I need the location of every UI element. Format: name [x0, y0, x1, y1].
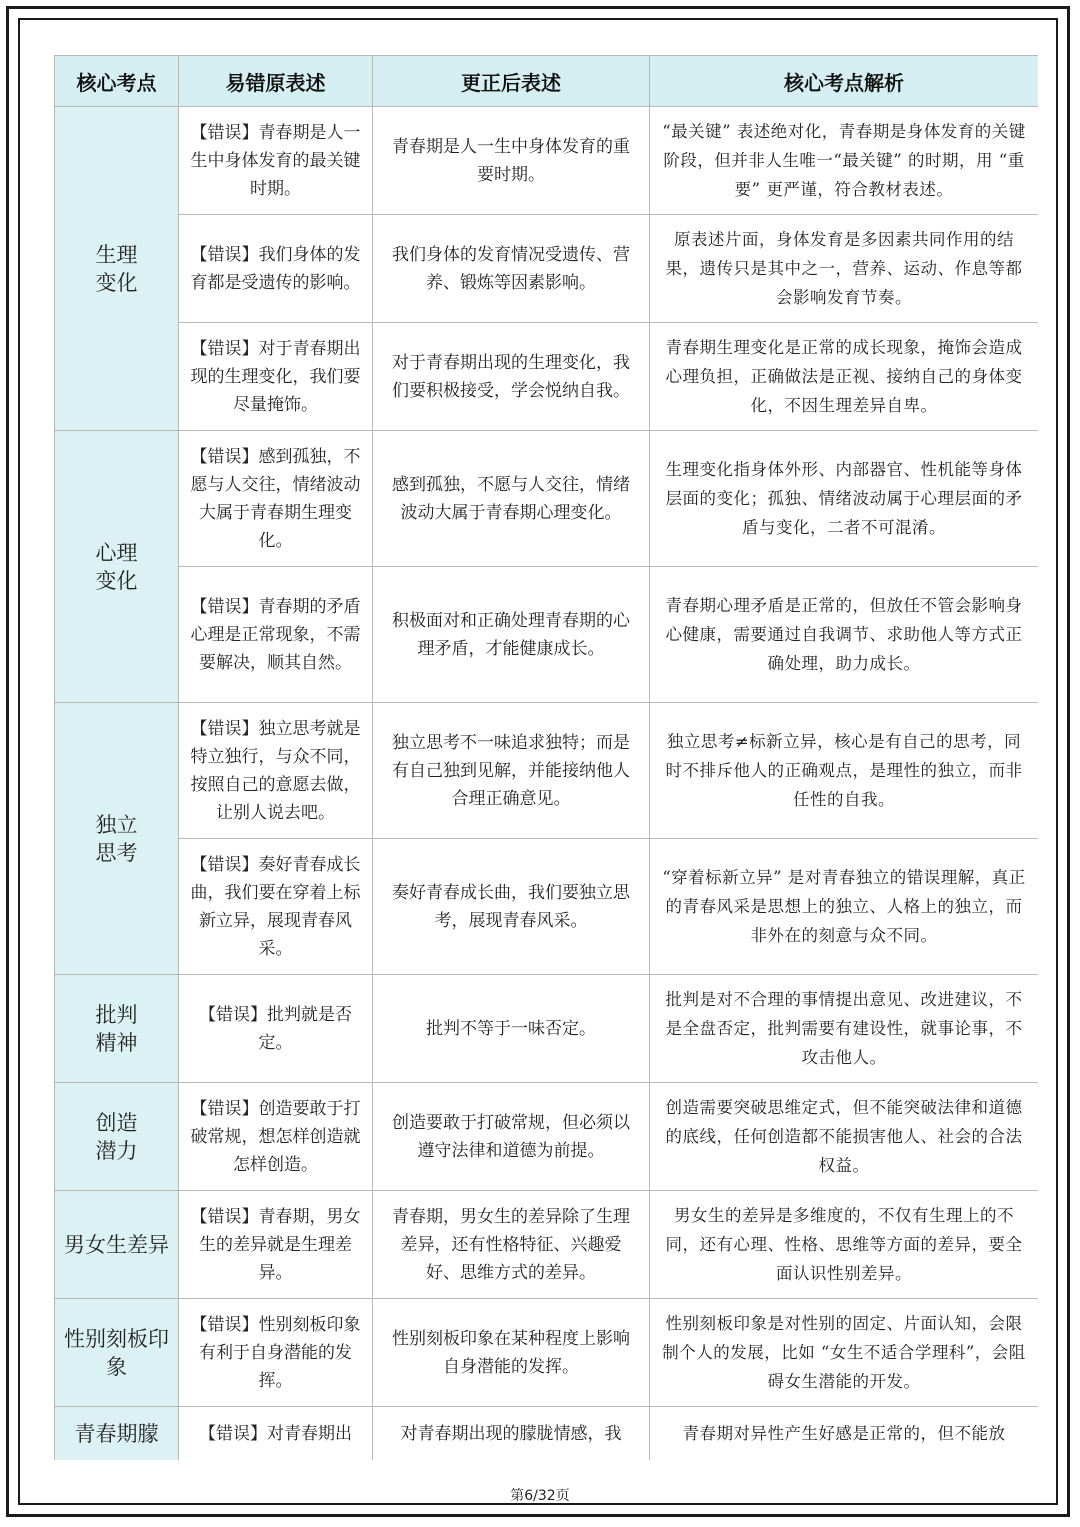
analysis-cell: 青春期对异性产生好感是正常的，但不能放	[650, 1407, 1039, 1461]
analysis-cell: 创造需要突破思维定式，但不能突破法律和道德的底线，任何创造都不能损害他人、社会的合法权益。	[650, 1083, 1039, 1191]
table-header-row	[55, 56, 1039, 107]
corrected-statement-cell: 独立思考不一味追求独特；而是有自己独到见解，并能接纳他人合理正确意见。	[373, 703, 650, 839]
corrected-statement-cell: 奏好青春成长曲，我们要独立思考，展现青春风采。	[373, 839, 650, 975]
corrected-statement-cell: 创造要敢于打破常规，但必须以遵守法律和道德为前提。	[373, 1083, 650, 1191]
topic-cell	[55, 1083, 179, 1191]
topic-cell	[55, 975, 179, 1083]
analysis-cell: 生理变化指身体外形、内部器官、性机能等身体层面的变化；孤独、情绪波动属于心理层面的矛盾与变化，二者不可混淆。	[650, 431, 1039, 567]
wrong-statement-cell: 【错误】对于青春期出现的生理变化，我们要尽量掩饰。	[179, 323, 373, 431]
table-row	[55, 1083, 1039, 1191]
header-wrong-statement: 易错原表述	[179, 56, 373, 107]
corrected-statement-cell: 对青春期出现的朦胧情感，我	[373, 1407, 650, 1461]
table-container	[54, 55, 1038, 1460]
corrected-statement-cell: 青春期是人一生中身体发育的重要时期。	[373, 107, 650, 215]
topic-cell	[55, 107, 179, 431]
analysis-cell: “穿着标新立异” 是对青春独立的错误理解，真正的青春风采是思想上的独立、人格上的独立，而非外在的刻意与众不同。	[650, 839, 1039, 975]
topic-label: 批判 精神	[95, 1002, 138, 1055]
corrected-statement-cell: 青春期，男女生的差异除了生理差异，还有性格特征、兴趣爱好、思维方式的差异。	[373, 1191, 650, 1299]
topic-label: 青春期朦	[74, 1421, 159, 1446]
topic-cell	[55, 1407, 179, 1461]
table-row	[55, 567, 1039, 703]
analysis-cell: 青春期心理矛盾是正常的，但放任不管会影响身心健康，需要通过自我调节、求助他人等方式正确处理，助力成长。	[650, 567, 1039, 703]
wrong-statement-cell: 【错误】批判就是否定。	[179, 975, 373, 1083]
corrected-statement-cell: 批判不等于一味否定。	[373, 975, 650, 1083]
table-row	[55, 1191, 1039, 1299]
table-row	[55, 215, 1039, 323]
topic-cell	[55, 703, 179, 975]
topic-label: 心理 变化	[95, 540, 138, 593]
wrong-statement-cell: 【错误】创造要敢于打破常规，想怎样创造就怎样创造。	[179, 1083, 373, 1191]
topic-label: 创造 潜力	[95, 1110, 138, 1163]
wrong-statement-cell: 【错误】感到孤独，不愿与人交往，情绪波动大属于青春期生理变化。	[179, 431, 373, 567]
analysis-cell: 独立思考≠标新立异，核心是有自己的思考，同时不排斥他人的正确观点，是理性的独立，而非任性的自我。	[650, 703, 1039, 839]
topic-cell	[55, 1191, 179, 1299]
topic-label: 性别刻板印象	[64, 1326, 169, 1379]
analysis-cell: “最关键” 表述绝对化，青春期是身体发育的关键阶段，但并非人生唯一“最关键” 的时期，用 “重要” 更严谨，符合教材表述。	[650, 107, 1039, 215]
header-analysis: 核心考点解析	[650, 56, 1039, 107]
analysis-cell: 原表述片面，身体发育是多因素共同作用的结果，遗传只是其中之一，营养、运动、作息等都会影响发育节奏。	[650, 215, 1039, 323]
topic-label: 独立 思考	[95, 812, 138, 865]
wrong-statement-cell: 【错误】奏好青春成长曲，我们要在穿着上标新立异，展现青春风采。	[179, 839, 373, 975]
page-number: 第6/32页	[510, 1488, 570, 1504]
wrong-statement-cell: 【错误】青春期是人一生中身体发育的最关键时期。	[179, 107, 373, 215]
topic-label: 生理 变化	[95, 242, 138, 295]
topic-label: 男女生差异	[64, 1232, 169, 1257]
wrong-statement-cell: 【错误】性别刻板印象有利于自身潜能的发挥。	[179, 1299, 373, 1407]
analysis-cell: 性别刻板印象是对性别的固定、片面认知，会限制个人的发展，比如 “女生不适合学理科”，会阻碍女生潜能的开发。	[650, 1299, 1039, 1407]
table-row	[55, 323, 1039, 431]
table-row	[55, 1407, 1039, 1461]
table-row	[55, 107, 1039, 215]
corrected-statement-cell: 我们身体的发育情况受遗传、营养、锻炼等因素影响。	[373, 215, 650, 323]
analysis-cell: 男女生的差异是多维度的，不仅有生理上的不同，还有心理、性格、思维等方面的差异，要全面认识性别差异。	[650, 1191, 1039, 1299]
corrected-statement-cell: 积极面对和正确处理青春期的心理矛盾，才能健康成长。	[373, 567, 650, 703]
analysis-cell: 批判是对不合理的事情提出意见、改进建议，不是全盘否定，批判需要有建设性，就事论事，不攻击他人。	[650, 975, 1039, 1083]
wrong-statement-cell: 【错误】独立思考就是特立独行，与众不同，按照自己的意愿去做，让别人说去吧。	[179, 703, 373, 839]
table-row	[55, 1299, 1039, 1407]
table-row	[55, 431, 1039, 567]
analysis-cell: 青春期生理变化是正常的成长现象，掩饰会造成心理负担，正确做法是正视、接纳自己的身体变化，不因生理差异自卑。	[650, 323, 1039, 431]
table-row	[55, 975, 1039, 1083]
table-row	[55, 703, 1039, 839]
corrected-statement-cell: 对于青春期出现的生理变化，我们要积极接受，学会悦纳自我。	[373, 323, 650, 431]
topic-cell	[55, 1299, 179, 1407]
corrected-statement-cell: 感到孤独，不愿与人交往，情绪波动大属于青春期心理变化。	[373, 431, 650, 567]
wrong-statement-cell: 【错误】对青春期出	[179, 1407, 373, 1461]
wrong-statement-cell: 【错误】青春期的矛盾心理是正常现象，不需要解决，顺其自然。	[179, 567, 373, 703]
topic-cell	[55, 431, 179, 703]
error-correction-table	[54, 55, 1038, 1460]
wrong-statement-cell: 【错误】青春期，男女生的差异就是生理差异。	[179, 1191, 373, 1299]
header-corrected-statement: 更正后表述	[373, 56, 650, 107]
wrong-statement-cell: 【错误】我们身体的发育都是受遗传的影响。	[179, 215, 373, 323]
header-core-topic: 核心考点	[55, 56, 179, 107]
corrected-statement-cell: 性别刻板印象在某种程度上影响自身潜能的发挥。	[373, 1299, 650, 1407]
table-row	[55, 839, 1039, 975]
